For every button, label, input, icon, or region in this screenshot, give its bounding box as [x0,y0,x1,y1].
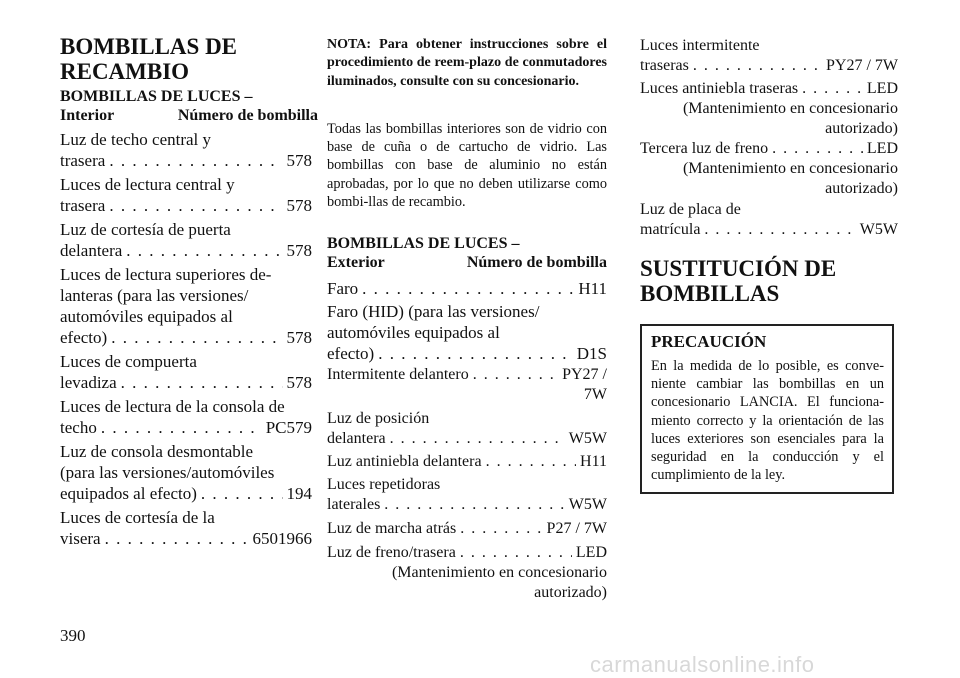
page-number: 390 [60,626,86,645]
page-title [60,34,237,84]
interior-bulbs-paragraph: Todas las bombillas interiores son de vidrio con base de cuña o de cartucho de vidrio. Las bombillas con base de aluminio no están aprobadas, por lo que no deben utilizarse como bombi-llas de recambio. [327,121,607,210]
bulb-entry [327,278,607,299]
entry-text: automóviles equipados al [60,307,233,326]
bulb-number: 578 [286,151,312,170]
entry-label: Luz de marcha atrás [327,520,457,537]
watermark: carmanualsonline.info [590,652,815,677]
bulb-number: W5W [568,430,607,447]
entry-label: Luz antiniebla delantera [327,453,482,470]
dot-leader [105,528,249,549]
dot-leader [362,278,574,299]
entry-label: Luz de freno/trasera [327,544,456,561]
dot-leader [109,195,282,216]
maintenance-note: (Mantenimiento en concesionario [391,564,607,581]
interior-label: Interior [60,107,115,124]
bulb-entry [60,396,312,438]
entry-label: equipados al efecto) [60,484,197,503]
bulb-number-label: Número de bombilla [177,107,318,124]
bulb-number: P27 / 7W [546,520,607,537]
dot-leader [802,79,863,99]
entry-label: trasera [60,196,106,215]
exterior-section-title [327,234,607,272]
bulb-entry [60,174,312,216]
bulb-number: 578 [286,328,312,347]
entry-label: matrícula [640,221,701,238]
bulb-number: PY27 / 7W [826,57,898,74]
entry-text: Luces de lectura superiores de- [60,265,272,284]
bulb-number: H11 [578,279,607,298]
entry-text: automóviles equipados al [327,323,500,342]
bulb-number: 6501966 [252,529,312,548]
bulb-entry [327,452,607,472]
bulb-number: H11 [580,453,607,470]
bulb-entry [60,219,312,261]
entry-label: Intermitente delantero [327,366,469,383]
note-block [327,36,607,91]
bulb-number: 578 [286,196,312,215]
bulb-entry [640,200,898,240]
entry-label: traseras [640,57,689,74]
replacement-heading-line1: SUSTITUCIÓN DE [640,256,837,281]
dot-leader [460,519,542,539]
dot-leader [384,495,565,515]
replacement-heading-line2: BOMBILLAS [640,281,780,306]
bulb-entry [327,301,607,364]
page-title-line2: RECAMBIO [60,59,190,84]
maintenance-note: (Mantenimiento en concesionario [682,160,898,177]
bulb-entry [640,36,898,76]
entry-text: Luz de placa de [640,201,741,218]
dot-leader [201,483,283,504]
dot-leader [704,220,855,240]
bulb-entry [640,79,898,139]
dot-leader [126,240,282,261]
interior-section-title [60,87,318,125]
entry-label: Faro [327,279,359,298]
caution-title: PRECAUCIÓN [651,332,767,351]
bulb-entry [60,441,312,504]
maintenance-note: autorizado) [825,120,898,137]
entry-label: efecto) [327,344,375,363]
bulb-entry [327,519,607,539]
entry-text: (para las versiones/automóviles [60,463,275,482]
caution-box [640,324,894,494]
entry-text: Luz de cortesía de puerta [60,220,231,239]
dot-leader [378,343,573,364]
entry-label: Luces antiniebla traseras [640,80,799,97]
entry-text: lanteras (para las versiones/ [60,286,249,305]
dot-leader [109,150,282,171]
bulb-number: W5W [568,496,607,513]
entry-label: Tercera luz de freno [640,140,769,157]
dot-leader [486,452,576,472]
bulb-number: PY27 / [562,366,607,383]
maintenance-note: autorizado) [534,584,607,601]
replacement-heading [640,256,836,306]
dot-leader [693,56,822,76]
dot-leader [111,327,282,348]
bulb-entry [60,264,312,348]
entry-text: Luces de lectura de la consola de [60,397,285,416]
entry-text: Luces de lectura central y [60,175,235,194]
entry-label: techo [60,418,97,437]
caution-text: En la medida de lo posible, es conve-niente cambiar las bombillas en un concesionario LANCIA. El funciona-miento correcto y la orientación de las luces exteriores son esenciales para la seguridad en la conducción y el cumplimiento de la ley. [651,358,884,484]
entry-label: visera [60,529,101,548]
bulb-entry [640,139,898,199]
bulb-number: 578 [286,241,312,260]
dot-leader [473,365,558,385]
exterior-label: Exterior [327,254,385,271]
dot-leader [772,139,863,159]
bulb-entry [327,543,607,603]
bulb-number: LED [866,140,898,157]
bulb-number-label: Número de bombilla [466,254,607,271]
bulb-number-cont: 7W [583,386,607,403]
bulb-entry [327,409,607,449]
note-label: NOTA: [327,37,372,52]
entry-text: Faro (HID) (para las versiones/ [327,302,540,321]
entry-label: trasera [60,151,106,170]
entry-label: laterales [327,496,381,513]
bulb-number: 194 [286,484,312,503]
entry-text: Luz de consola desmontable [60,442,254,461]
entry-label: delantera [60,241,123,260]
bulb-entry [327,475,607,515]
bulb-number: D1S [576,344,607,363]
bulb-number: W5W [859,221,898,238]
entry-label: delantera [327,430,386,447]
dot-leader [460,543,572,563]
bulb-entry [60,507,312,549]
dot-leader [101,417,262,438]
interior-section-title-line1: BOMBILLAS DE LUCES – [60,88,253,105]
entry-text: Luz de posición [327,410,430,427]
entry-text: Luces de cortesía de la [60,508,215,527]
bulb-number: 578 [286,373,312,392]
entry-text: Luz de techo central y [60,130,212,149]
entry-text: Luces de compuerta [60,352,197,371]
bulb-entry [327,365,607,405]
dot-leader [121,372,283,393]
bulb-number: PC579 [265,418,312,437]
maintenance-note: autorizado) [825,180,898,197]
bulb-number: LED [866,80,898,97]
bulb-entry [60,351,312,393]
exterior-section-title-line1: BOMBILLAS DE LUCES – [327,235,520,252]
entry-text: Luces intermitente [640,37,760,54]
dot-leader [390,429,565,449]
page-title-line1: BOMBILLAS DE [60,34,238,59]
note-text: Para obtener instrucciones sobre el procedimiento de reem-plazo de conmutadores iluminados, consulte con su concesionario. [327,37,607,89]
bulb-entry [60,129,312,171]
entry-label: efecto) [60,328,108,347]
bulb-number: LED [575,544,607,561]
entry-text: Luces repetidoras [327,476,441,493]
maintenance-note: (Mantenimiento en concesionario [682,100,898,117]
entry-label: levadiza [60,373,117,392]
